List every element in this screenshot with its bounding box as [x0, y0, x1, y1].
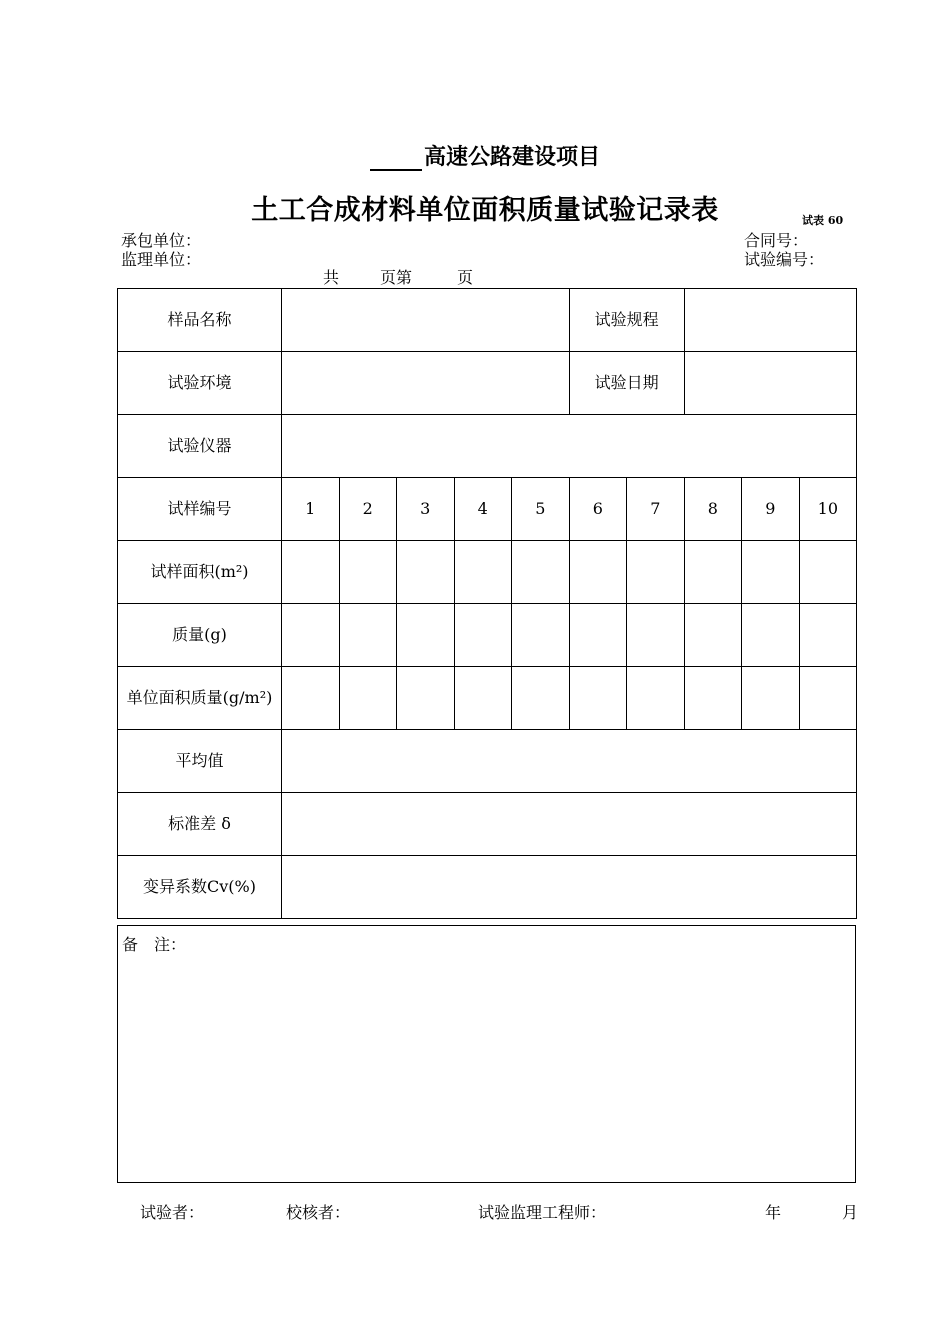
test-date-label: 试验日期 — [569, 352, 684, 415]
area-cell[interactable] — [512, 541, 570, 604]
unit-mass-cell[interactable] — [742, 667, 800, 730]
area-cell[interactable] — [799, 541, 857, 604]
table-row — [118, 541, 857, 604]
table-row — [118, 667, 857, 730]
contract-no-label: 合同号： — [744, 231, 809, 250]
mass-label: 质量(g) — [118, 604, 282, 667]
environment-cell[interactable] — [282, 352, 570, 415]
unit-mass-cell[interactable] — [684, 667, 742, 730]
page-total-label: 共 — [323, 268, 340, 287]
cv-cell[interactable] — [282, 856, 857, 919]
specimen-number: 2 — [339, 478, 397, 541]
table-row — [118, 856, 857, 919]
specimen-number: 4 — [454, 478, 512, 541]
area-cell[interactable] — [339, 541, 397, 604]
project-title-text: 高速公路建设项目 — [423, 144, 600, 170]
tester-label: 试验者： — [140, 1203, 205, 1222]
specimen-number: 3 — [397, 478, 455, 541]
table-row — [118, 415, 857, 478]
record-table — [117, 288, 857, 919]
unit-mass-cell[interactable] — [454, 667, 512, 730]
specimen-number: 5 — [512, 478, 570, 541]
unit-mass-cell[interactable] — [282, 667, 340, 730]
specimen-number: 7 — [627, 478, 685, 541]
unit-mass-cell[interactable] — [569, 667, 627, 730]
checker-label: 校核者： — [286, 1203, 351, 1222]
specimen-number: 10 — [799, 478, 857, 541]
table-row — [118, 604, 857, 667]
test-no-label: 试验编号： — [744, 250, 825, 269]
mass-cell[interactable] — [397, 604, 455, 667]
remarks-box[interactable] — [117, 925, 856, 1183]
area-cell[interactable] — [684, 541, 742, 604]
mass-cell[interactable] — [799, 604, 857, 667]
specimen-number: 8 — [684, 478, 742, 541]
project-title — [0, 140, 950, 171]
unit-mass-cell[interactable] — [799, 667, 857, 730]
form-number: 试表 60 — [802, 214, 844, 227]
table-row — [118, 793, 857, 856]
test-date-cell[interactable] — [684, 352, 857, 415]
table-row — [118, 352, 857, 415]
page-end-label: 页 — [457, 268, 474, 287]
instrument-cell[interactable] — [282, 415, 857, 478]
specimen-number: 1 — [282, 478, 340, 541]
environment-label: 试验环境 — [118, 352, 282, 415]
area-cell[interactable] — [454, 541, 512, 604]
specimen-no-label: 试样编号 — [118, 478, 282, 541]
supervisor-label: 监理单位： — [121, 250, 202, 269]
test-standard-label: 试验规程 — [569, 289, 684, 352]
table-row — [118, 730, 857, 793]
mass-cell[interactable] — [339, 604, 397, 667]
project-name-blank[interactable] — [370, 147, 422, 171]
page-mid-label: 页第 — [380, 268, 413, 287]
test-standard-cell[interactable] — [684, 289, 857, 352]
specimen-number: 6 — [569, 478, 627, 541]
table-row — [118, 289, 857, 352]
area-cell[interactable] — [742, 541, 800, 604]
table-row — [118, 478, 857, 541]
sample-name-cell[interactable] — [282, 289, 570, 352]
mass-cell[interactable] — [684, 604, 742, 667]
std-dev-label: 标准差 δ — [118, 793, 282, 856]
mass-cell[interactable] — [627, 604, 685, 667]
area-cell[interactable] — [397, 541, 455, 604]
area-cell[interactable] — [282, 541, 340, 604]
unit-mass-cell[interactable] — [397, 667, 455, 730]
mass-cell[interactable] — [282, 604, 340, 667]
remarks-label: 备 注： — [122, 935, 187, 954]
month-label: 月 — [842, 1203, 859, 1222]
area-label: 试样面积(m²) — [118, 541, 282, 604]
contractor-label: 承包单位： — [121, 231, 202, 250]
form-title: 土工合成材料单位面积质量试验记录表 — [251, 195, 719, 226]
area-cell[interactable] — [569, 541, 627, 604]
engineer-label: 试验监理工程师： — [478, 1203, 607, 1222]
instrument-label: 试验仪器 — [118, 415, 282, 478]
area-cell[interactable] — [627, 541, 685, 604]
unit-mass-cell[interactable] — [339, 667, 397, 730]
cv-label: 变异系数Cv(%) — [118, 856, 282, 919]
std-dev-cell[interactable] — [282, 793, 857, 856]
unit-mass-cell[interactable] — [627, 667, 685, 730]
average-label: 平均值 — [118, 730, 282, 793]
specimen-number: 9 — [742, 478, 800, 541]
mass-cell[interactable] — [569, 604, 627, 667]
mass-cell[interactable] — [454, 604, 512, 667]
unit-mass-cell[interactable] — [512, 667, 570, 730]
unit-mass-label: 单位面积质量(g/m²) — [118, 667, 282, 730]
average-cell[interactable] — [282, 730, 857, 793]
sample-name-label: 样品名称 — [118, 289, 282, 352]
mass-cell[interactable] — [512, 604, 570, 667]
year-label: 年 — [765, 1203, 782, 1222]
mass-cell[interactable] — [742, 604, 800, 667]
